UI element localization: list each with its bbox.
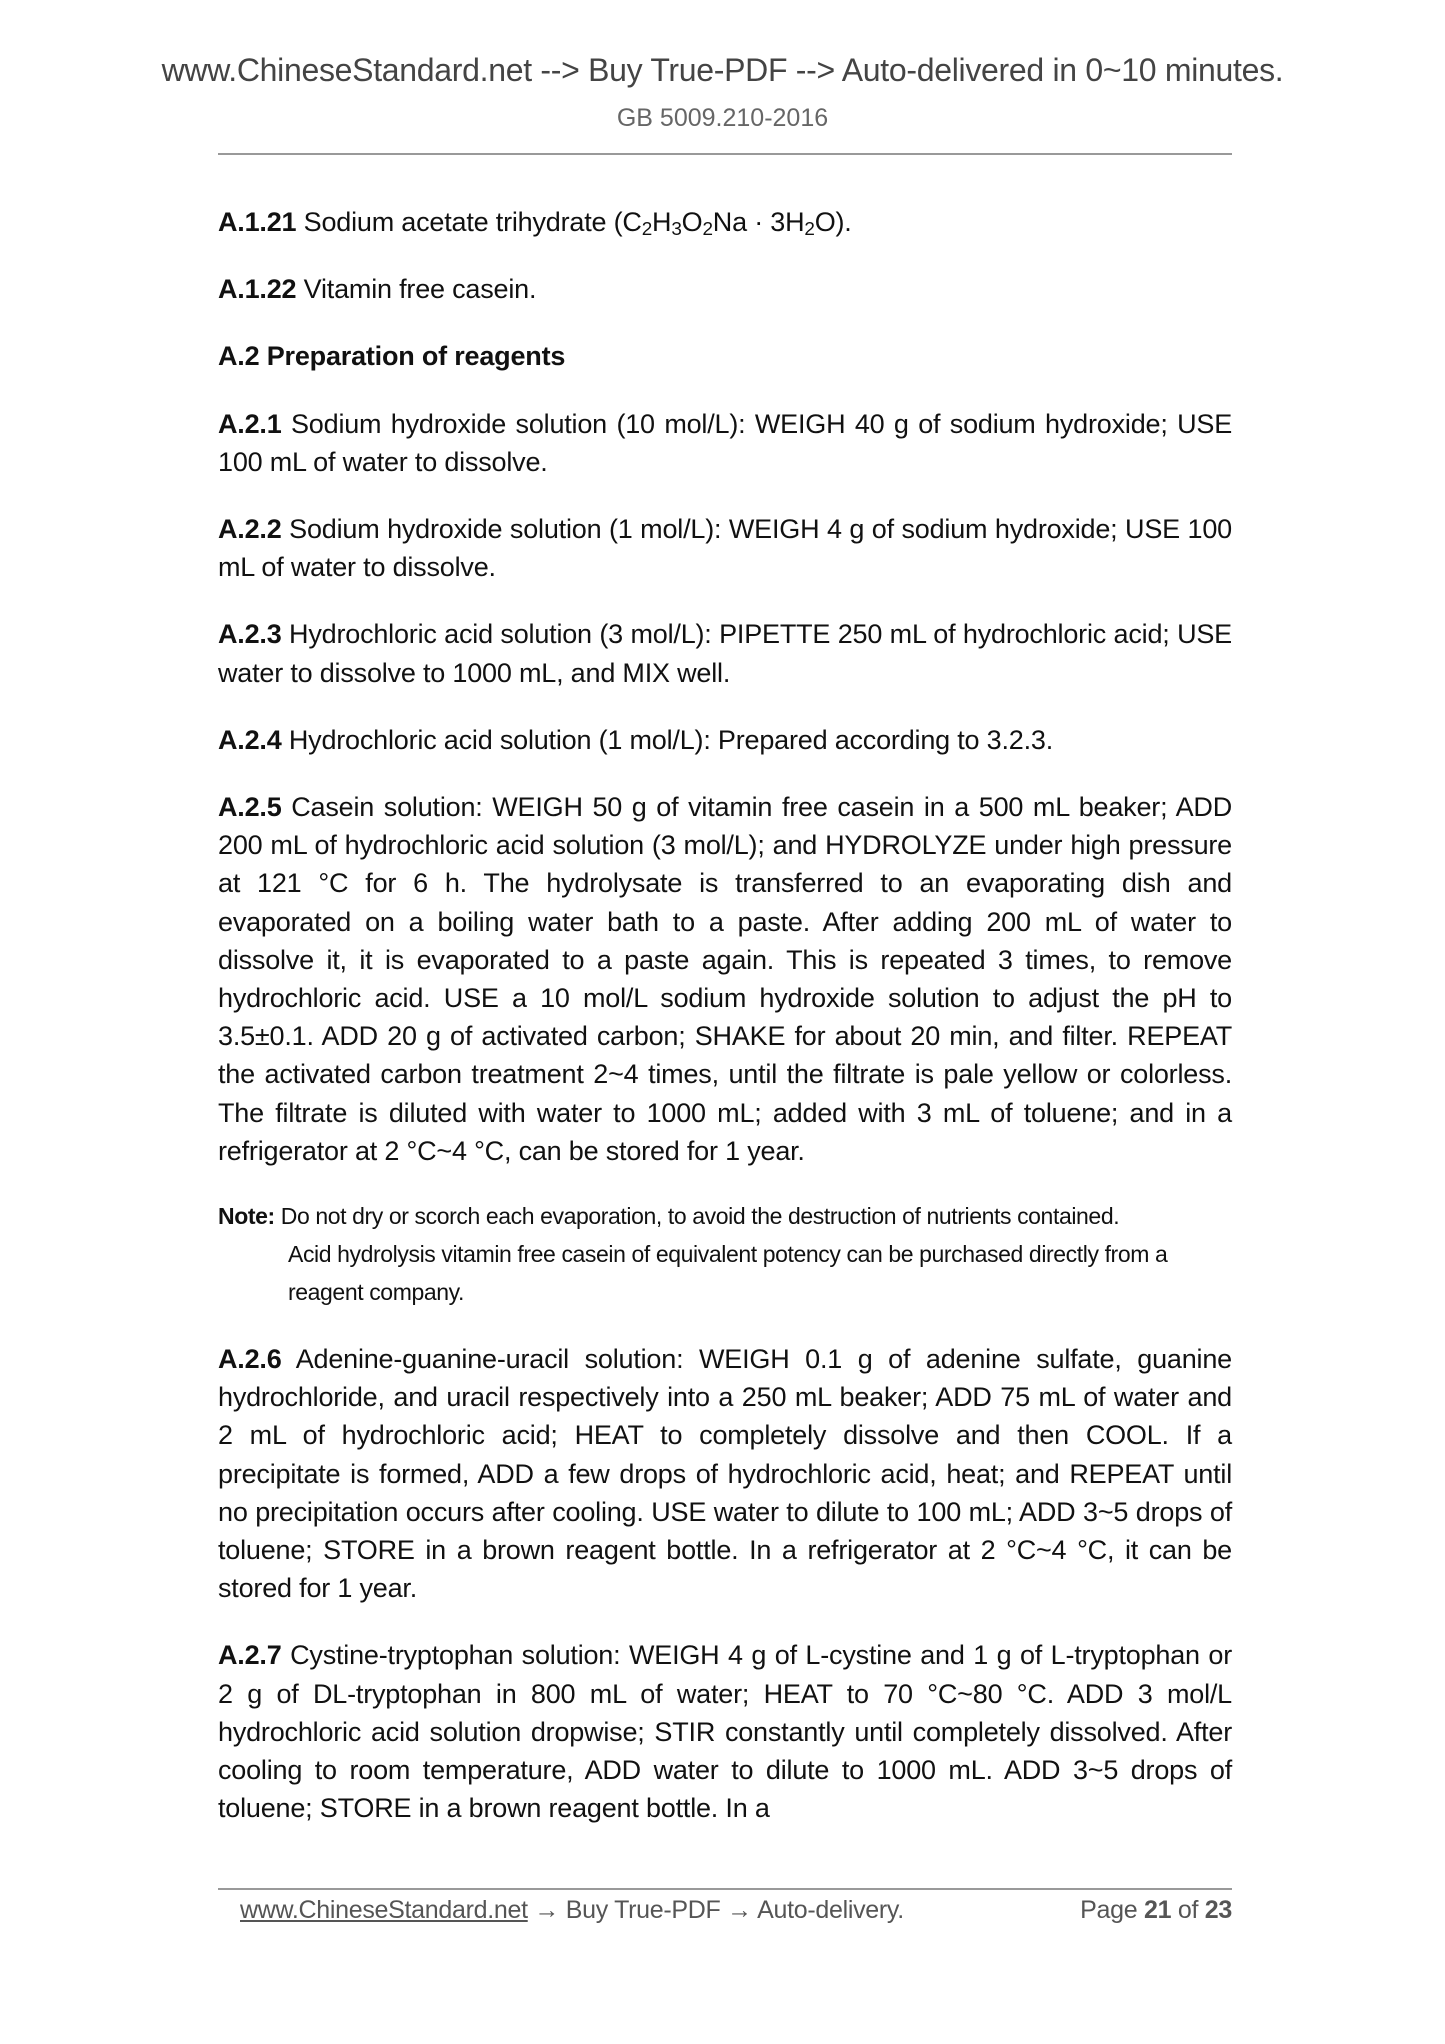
- note-label: Note:: [218, 1203, 275, 1230]
- section-heading-a2: A.2 Preparation of reagents: [218, 341, 566, 372]
- subscript: 2: [641, 218, 653, 240]
- subscript: 2: [702, 218, 713, 240]
- clause-a2-7: [218, 1636, 1232, 1827]
- clause-text: Adenine-guanine-uracil solution: WEIGH 0.1 g of adenine sulfate, guanine hydrochloride, and uracil respectively into a 250 mL beaker; ADD 75 mL of water and 2 mL of hydrochloric acid; HEAT to completely dissolve and then COOL. If a precipitate is formed, ADD a few drops of hydrochloric acid, heat; and REPEAT until no precipitation occurs after cooling. USE water to dilute to 100 mL; ADD 3~5 drops of toluene; STORE in a brown reagent bottle. In a refrigerator at 2 °C~4 °C, it can be stored for 1 year.: [218, 1344, 1232, 1604]
- formula-part: Na · 3H: [712, 207, 805, 237]
- clause-text: Casein solution: WEIGH 50 g of vitamin free casein in a 500 mL beaker; ADD 200 mL of hydrochloric acid solution (3 mol/L); and HYDROLYZE under high pressure at 121 °C for 6 h. The hydrolysate is transferred to an evaporating dish and evaporated on a boiling water bath to a paste. After adding 200 mL of water to dissolve it, it is evaporated to a paste again. This is repeated 3 times, to remove hydrochloric acid. USE a 10 mol/L sodium hydroxide solution to adjust the pH to 3.5±0.1. ADD 20 g of activated carbon; SHAKE for about 20 min, and filter. REPEAT the activated carbon treatment 2~4 times, until the filtrate is pale yellow or colorless. The filtrate is diluted with water to 1000 mL; added with 3 mL of toluene; and in a refrigerator at 2 °C~4 °C, can be stored for 1 year.: [218, 792, 1232, 1166]
- clause-number: A.2.6: [218, 1344, 282, 1375]
- formula-part: H: [652, 207, 672, 237]
- footer-divider: [218, 1888, 1232, 1890]
- footer-buy-text: Buy True-PDF: [565, 1896, 721, 1924]
- clause-a1-22: [218, 270, 1232, 308]
- page-current: 21: [1144, 1896, 1172, 1924]
- clause-a2-6: [218, 1340, 1232, 1607]
- page-total: 23: [1204, 1896, 1232, 1924]
- clause-text: Sodium hydroxide solution (10 mol/L): WEIGH 40 g of sodium hydroxide; USE 100 mL of water to dissolve.: [218, 408, 1232, 477]
- clause-a1-21: [218, 203, 1232, 241]
- footer-site-link[interactable]: www.ChineseStandard.net: [240, 1896, 528, 1924]
- clause-number: A.2.3: [218, 619, 282, 650]
- clause-a2-3: [218, 615, 1232, 691]
- clause-text: Sodium hydroxide solution (1 mol/L): WEIGH 4 g of sodium hydroxide; USE 100 mL of water to dissolve.: [218, 514, 1232, 583]
- clause-text: Hydrochloric acid solution (1 mol/L): Prepared according to 3.2.3.: [281, 724, 1054, 755]
- clause-number: A.2.5: [218, 792, 282, 823]
- header-title: www.ChineseStandard.net --> Buy True-PDF --> Auto-delivered in 0~10 minutes.: [161, 52, 1284, 88]
- clause-number: A.2.7: [218, 1640, 282, 1671]
- clause-a2-5: [218, 788, 1232, 1170]
- footer: [240, 1896, 1232, 1925]
- clause-text: Hydrochloric acid solution (3 mol/L): PIPETTE 250 mL of hydrochloric acid; USE water to dissolve to 1000 mL, and MIX well.: [218, 619, 1232, 688]
- document-body: [218, 203, 1232, 1857]
- clause-a2-2: [218, 510, 1232, 586]
- clause-number: A.2.4: [218, 724, 282, 755]
- arrow-icon: →: [527, 1896, 566, 1924]
- subscript: 3: [671, 218, 682, 240]
- note-text-continued: Acid hydrolysis vitamin free casein of equivalent potency can be purchased directly from a reagent company.: [288, 1241, 1168, 1306]
- arrow-icon: →: [720, 1896, 758, 1924]
- header-divider: [218, 153, 1232, 155]
- page-label: Page: [1080, 1896, 1145, 1924]
- note-block: [218, 1197, 1232, 1311]
- clause-number: A.1.22: [218, 274, 297, 305]
- standard-code: GB 5009.210-2016: [616, 104, 829, 132]
- clause-a2-1: [218, 405, 1232, 481]
- clause-a2-4: [218, 721, 1232, 759]
- footer-delivery-text: Auto-delivery.: [757, 1896, 904, 1924]
- clause-text: Cystine-tryptophan solution: WEIGH 4 g of L-cystine and 1 g of L-tryptophan or 2 g of DL-tryptophan in 800 mL of water; HEAT to 70 °C~80 °C. ADD 3 mol/L hydrochloric acid solution dropwise; STIR constantly until completely dissolved. After cooling to room temperature, ADD water to dilute to 1000 mL. ADD 3~5 drops of toluene; STORE in a brown reagent bottle. In a: [218, 1640, 1232, 1824]
- clause-number: A.2.1: [218, 408, 282, 439]
- clause-number: A.1.21: [218, 207, 297, 237]
- note-text: Do not dry or scorch each evaporation, to avoid the destruction of nutrients contained.: [274, 1203, 1120, 1230]
- clause-text: Vitamin free casein.: [296, 274, 537, 305]
- formula-part: O).: [814, 207, 852, 237]
- clause-text: Sodium acetate trihydrate (C: [296, 207, 642, 237]
- page-of-label: of: [1171, 1896, 1205, 1924]
- page-indicator: [1080, 1896, 1232, 1925]
- clause-number: A.2.2: [218, 514, 282, 545]
- formula-part: O: [681, 207, 703, 237]
- subscript: 2: [804, 218, 815, 240]
